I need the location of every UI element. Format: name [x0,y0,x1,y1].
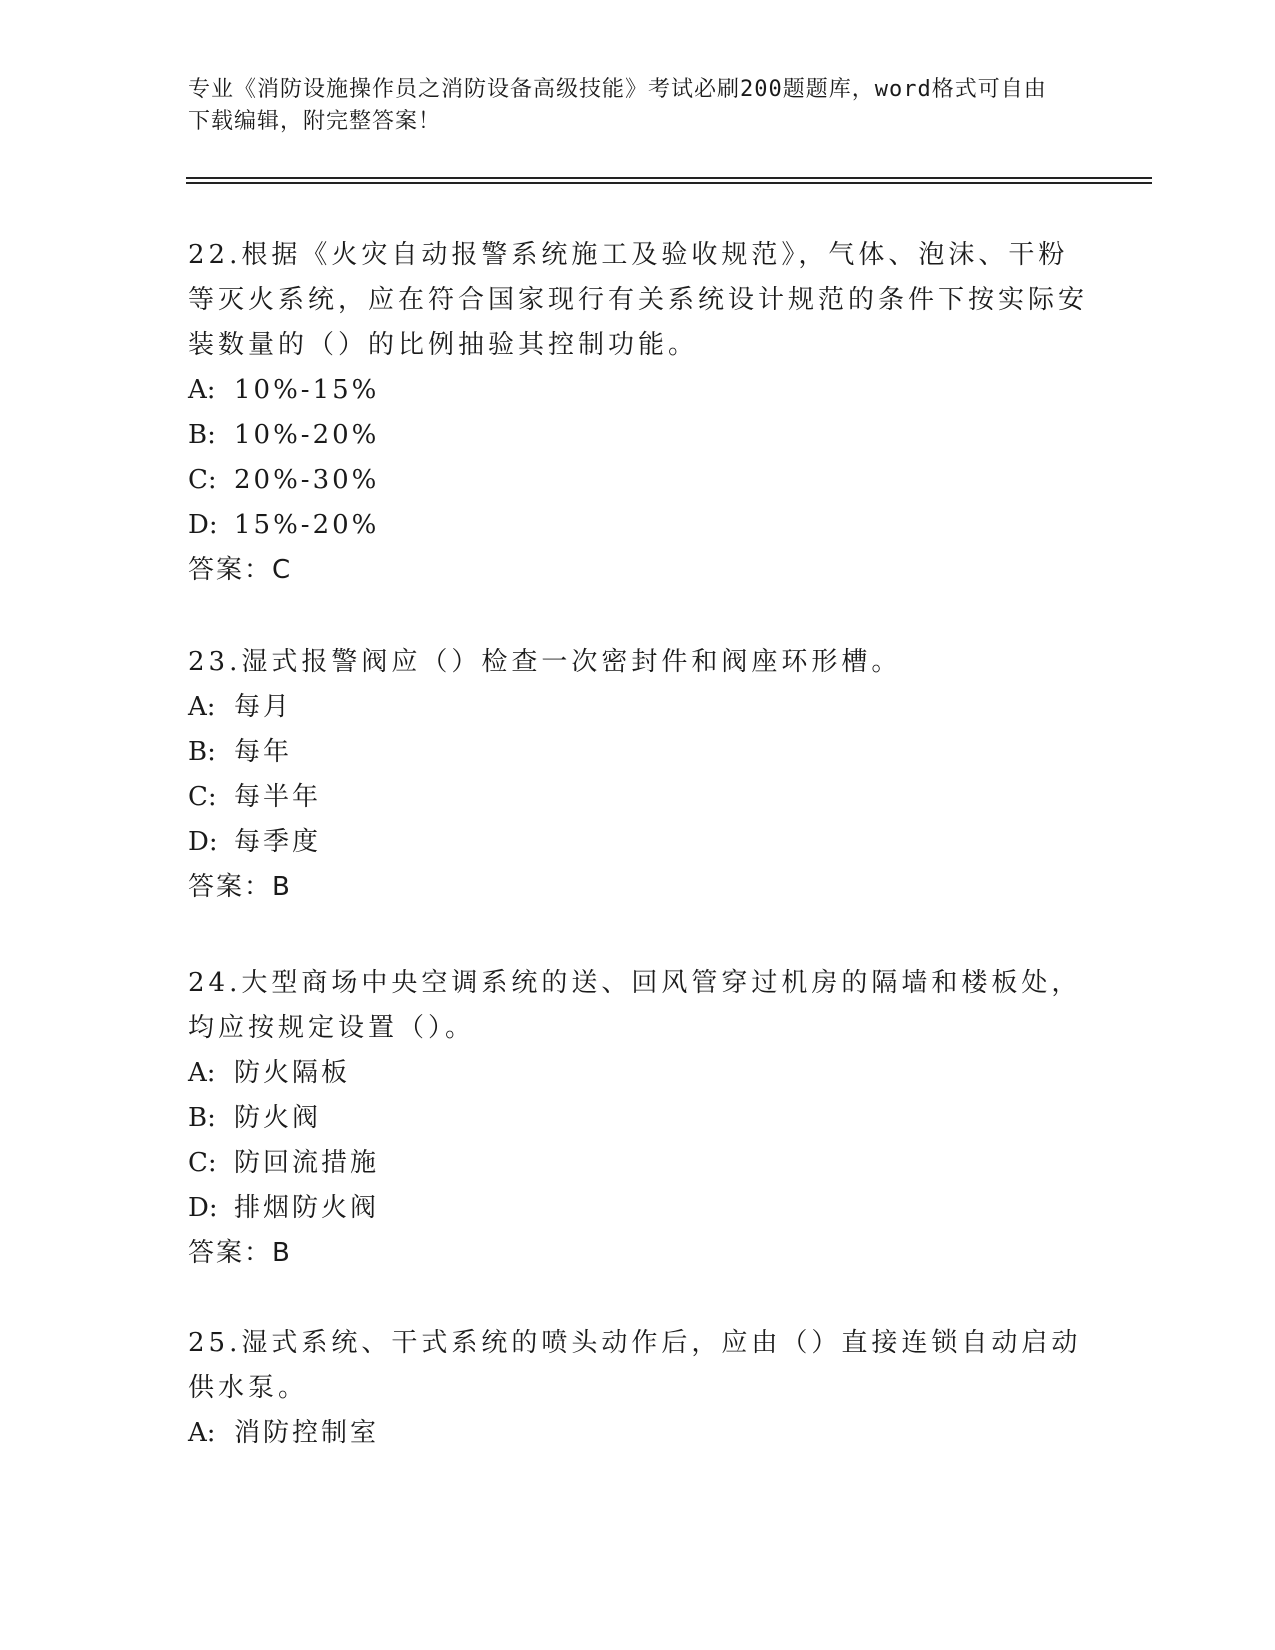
option-key: A: [188,375,216,405]
question-24 [188,961,1088,1276]
question-text: 23.湿式报警阀应（）检查一次密封件和阀座环形槽。 [188,647,902,677]
option-b [188,730,1088,775]
question-text: 22.根据《火灾自动报警系统施工及验收规范》，气体、泡沫、干粉等灭火系统，应在符合国家现行有关系统设计规范的条件下按实际安装数量的（）的比例抽验其控制功能。 [188,240,1089,360]
option-a [188,685,1088,730]
question-text: 25.湿式系统、干式系统的喷头动作后，应由（）直接连锁自动启动供水泵。 [188,1328,1082,1403]
option-a [188,368,1088,413]
answer-line: 答案：C [188,555,293,585]
option-key: D: [188,1193,218,1223]
option-key: B: [188,420,216,450]
header-divider-top [186,177,1152,179]
option-a [188,1411,1088,1456]
option-key: B: [188,737,216,767]
option-value: 防火阀 [234,1103,322,1133]
header-divider-bottom [186,182,1152,184]
option-key: C: [188,782,217,812]
option-key: D: [188,510,218,540]
option-key: C: [188,465,217,495]
option-value: 防回流措施 [234,1148,380,1178]
question-22 [188,233,1088,593]
document-header-title: 专业《消防设施操作员之消防设备高级技能》考试必刷200题题库，word格式可自由下载编辑，附完整答案！ [188,77,1047,134]
option-value: 15%-20% [234,510,380,540]
question-23 [188,640,1088,910]
option-value: 防火隔板 [234,1058,351,1088]
option-c [188,458,1088,503]
question-25 [188,1321,1088,1456]
option-a [188,1051,1088,1096]
option-c [188,1141,1088,1186]
option-value: 每月 [234,692,293,722]
option-key: C: [188,1148,217,1178]
option-d [188,1186,1088,1231]
option-value: 每季度 [234,827,322,857]
option-value: 消防控制室 [234,1418,380,1448]
option-value: 每年 [234,737,293,767]
option-key: B: [188,1103,216,1133]
option-b [188,413,1088,458]
option-value: 排烟防火阀 [234,1193,380,1223]
answer-line: 答案：B [188,872,292,902]
option-key: D: [188,827,218,857]
option-key: A: [188,1058,216,1088]
option-value: 10%-15% [234,375,380,405]
option-value: 10%-20% [234,420,380,450]
option-c [188,775,1088,820]
option-key: A: [188,1418,216,1448]
question-text: 24.大型商场中央空调系统的送、回风管穿过机房的隔墙和楼板处，均应按规定设置（）。 [188,968,1082,1043]
option-d [188,820,1088,865]
option-d [188,503,1088,548]
option-value: 每半年 [234,782,322,812]
option-value: 20%-30% [234,465,380,495]
answer-line: 答案：B [188,1238,292,1268]
option-key: A: [188,692,216,722]
option-b [188,1096,1088,1141]
